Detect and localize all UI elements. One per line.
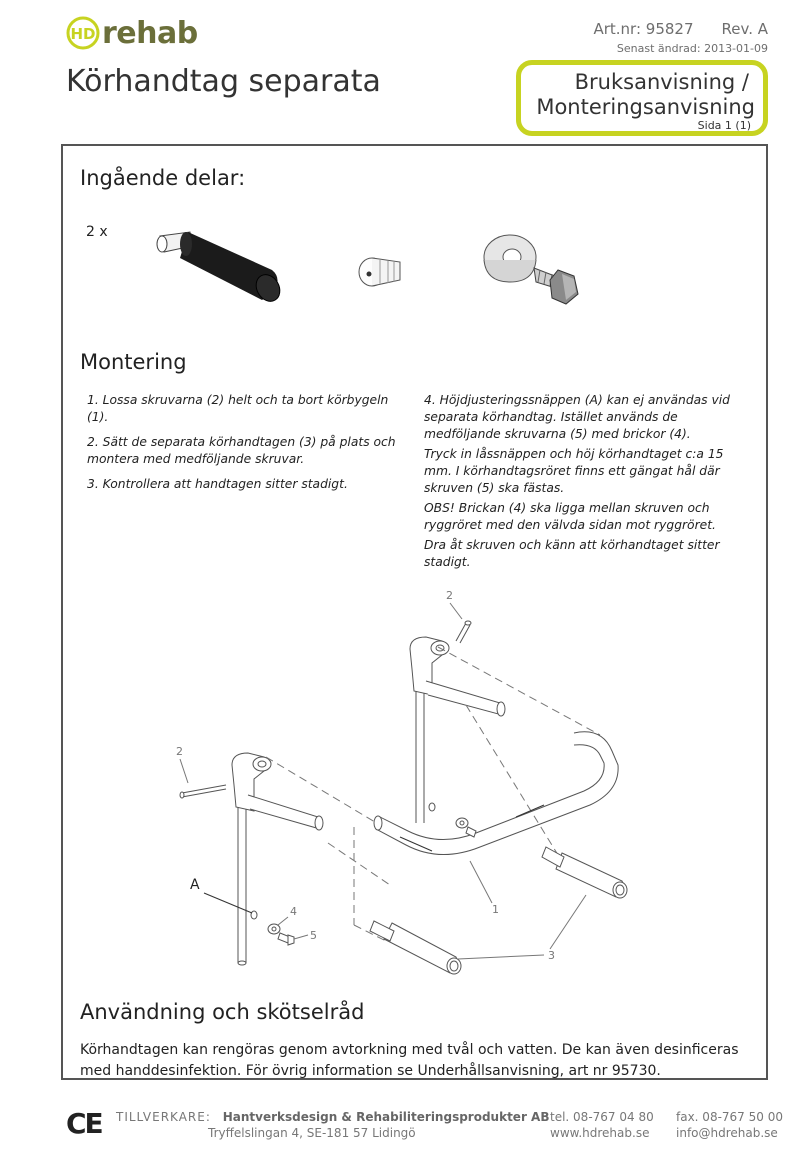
- parts-illustration: [150, 222, 590, 322]
- label-screw-top: 2: [446, 589, 453, 602]
- label-handles: 3: [548, 949, 555, 962]
- label-bar: 1: [492, 903, 499, 916]
- separate-handle-right: [542, 847, 627, 898]
- page-title: Körhandtag separata: [66, 64, 381, 99]
- bolt-part-icon: [534, 268, 578, 304]
- push-bar: [374, 732, 618, 855]
- mounting-step: 4. Höjdjusteringssnäppen (A) kan ej användas vid separata körhandtag. Istället används de medföljande skruvarna (5) med brickor (4).: [424, 393, 730, 441]
- doctype-line2: Monteringsanvisning: [536, 95, 755, 119]
- ce-mark: CE: [66, 1107, 102, 1140]
- mounting-step: Tryck in låssnäppen och höj körhandtaget c:a 15 mm. I körhandtagsröret finns ett gängat hål där skruven (5) ska fästas.: [424, 447, 724, 495]
- parts-heading: Ingående delar:: [80, 166, 246, 190]
- document-type-box: [516, 60, 768, 136]
- washer-part-icon: [484, 235, 536, 282]
- manufacturer-line: [116, 1110, 549, 1124]
- label-lever: A: [190, 877, 200, 893]
- last-updated: Senast ändrad: 2013-01-09: [616, 42, 768, 55]
- company-address: Tryffelslingan 4, SE-181 57 Lidingö: [208, 1126, 416, 1140]
- manufacturer-label: TILLVERKARE:: [116, 1110, 211, 1124]
- mounting-step: 1. Lossa skruvarna (2) helt och ta bort körbygeln (1).: [87, 393, 389, 424]
- separate-handle-left: [370, 921, 461, 974]
- mounting-steps-left: [87, 392, 397, 501]
- website-link[interactable]: www.hdrehab.se: [550, 1126, 650, 1140]
- doctype-line1: Bruksanvisning /: [574, 70, 749, 94]
- mounting-step: 3. Kontrollera att handtagen sitter stadigt.: [87, 477, 348, 491]
- screw-right-icon: [456, 621, 471, 643]
- mounting-step: Dra åt skruven och känn att körhandtaget sitter stadigt.: [424, 538, 720, 569]
- mounting-heading: Montering: [80, 350, 187, 374]
- assembly-diagram: [170, 585, 650, 985]
- handle-part-icon: [157, 232, 285, 306]
- page-number: Sida 1 (1): [697, 119, 751, 132]
- fax: fax. 08-767 50 00: [676, 1110, 783, 1124]
- parts-quantity: 2 x: [86, 224, 108, 240]
- logo-text: rehab: [102, 15, 198, 51]
- screw-left-icon: [180, 785, 226, 798]
- revision: Rev. A: [721, 20, 768, 38]
- telephone: tel. 08-767 04 80: [550, 1110, 654, 1124]
- mounting-steps-right: [424, 392, 754, 574]
- mounting-step: 2. Sätt de separata körhandtagen (3) på plats och montera med medföljande skruvar.: [87, 435, 396, 466]
- small-washer-icon: [268, 818, 468, 934]
- hd-logo-icon: [66, 16, 100, 50]
- lock-knob-part-icon: [359, 258, 400, 286]
- height-lock-lever-icon: [251, 803, 435, 919]
- label-bolt: 5: [310, 929, 317, 942]
- logo: [66, 16, 198, 50]
- label-washer: 4: [290, 905, 297, 918]
- usage-text: Körhandtagen kan rengöras genom avtorkning med tvål och vatten. De kan även desinficeras med handdesinfektion. För övrig information se Underhållsanvisning, art nr 95730.: [80, 1042, 739, 1079]
- art-nr: Art.nr: 95827: [593, 20, 694, 38]
- article-number: [593, 20, 768, 38]
- label-screw-left: 2: [176, 745, 183, 758]
- email-link[interactable]: info@hdrehab.se: [676, 1126, 778, 1140]
- usage-heading: Användning och skötselråd: [80, 1000, 365, 1024]
- left-backrest-tube: [238, 785, 246, 965]
- company-name: Hantverksdesign & Rehabiliteringsprodukter AB: [222, 1110, 550, 1124]
- logo-initials: HD: [70, 25, 96, 43]
- mounting-step: OBS! Brickan (4) ska ligga mellan skruven och ryggröret med den välvda sidan mot ryggröret.: [424, 501, 716, 532]
